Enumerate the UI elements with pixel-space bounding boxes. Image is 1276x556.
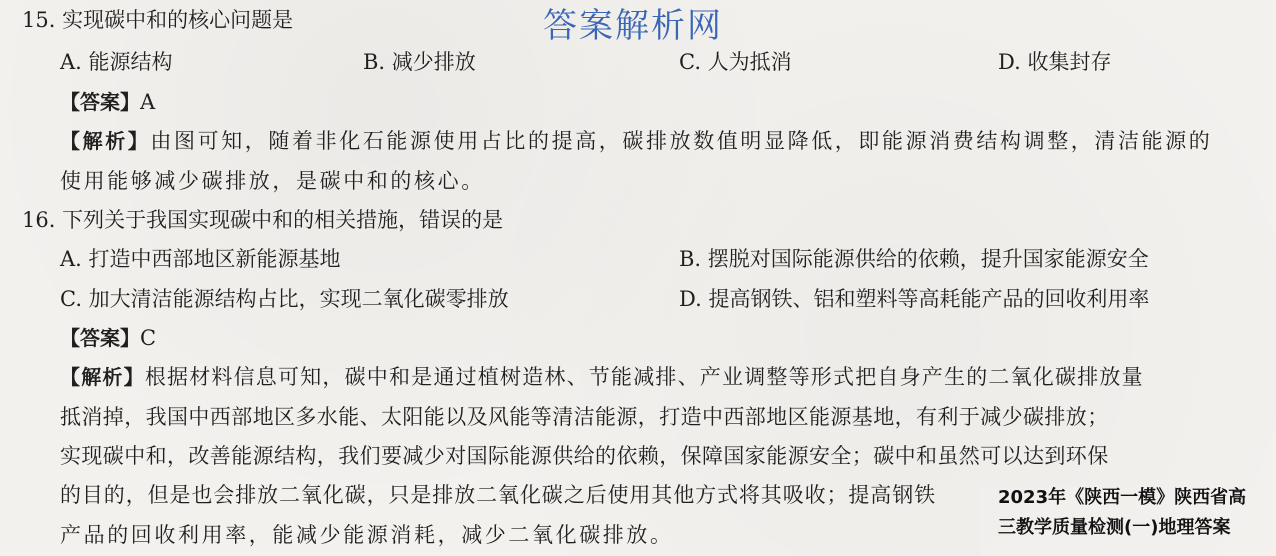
- watermark-title: 答案解析网: [543, 6, 723, 46]
- question-16-stem: 16. 下列关于我国实现碳中和的相关措施，错误的是: [22, 208, 504, 232]
- q16-option-a: A. 打造中西部地区新能源基地: [60, 247, 341, 271]
- q16-answer-value: C: [140, 326, 157, 350]
- q15-option-b: B. 减少排放: [363, 50, 476, 74]
- q16-analysis-text-1: 根据材料信息可知，碳中和是通过植树造林、节能减排、产业调整等形式把自身产生的二氧化碳排放量: [144, 365, 1144, 389]
- q16-option-d: D. 提高钢铁、铝和塑料等高耗能产品的回收利用率: [679, 287, 1150, 311]
- answer-tag: 【答案】: [60, 326, 140, 350]
- q15-analysis-text-1: 由图可知，随着非化石能源使用占比的提高，碳排放数值明显降低，即能源消费结构调整，清洁能源的: [150, 129, 1213, 153]
- q15-analysis-line-1: [60, 128, 1212, 154]
- question-15-stem: 15. 实现碳中和的核心问题是: [22, 8, 294, 32]
- analysis-tag: 【解析】: [60, 365, 145, 389]
- analysis-tag: 【解析】: [60, 129, 151, 153]
- q15-option-d: D. 收集封存: [998, 50, 1112, 74]
- q15-option-c: C. 人为抵消: [679, 50, 792, 74]
- q15-analysis-line-2: 使用能够减少碳排放，是碳中和的核心。: [60, 169, 485, 193]
- corner-title-line-2: 三教学质量检测(一)地理答案: [998, 517, 1231, 538]
- q16-option-c: C. 加大清洁能源结构占比，实现二氧化碳零排放: [60, 287, 509, 311]
- answer-tag: 【答案】: [60, 90, 140, 114]
- corner-title-line-1: 2023年《陕西一模》陕西省高: [998, 487, 1247, 508]
- q16-analysis-line-1: [60, 364, 1144, 390]
- q16-analysis-line-5: 产品的回收利用率，能减少能源消耗，减少二氧化碳排放。: [60, 523, 674, 547]
- q16-analysis-line-2: 抵消掉，我国中西部地区多水能、太阳能以及风能等清洁能源，打造中西部地区能源基地，有利于减少碳排放；: [60, 405, 1109, 429]
- q15-answer-row: [60, 89, 155, 115]
- q16-option-b: B. 摆脱对国际能源供给的依赖，提升国家能源安全: [679, 247, 1149, 271]
- q16-analysis-line-4: 的目的，但是也会排放二氧化碳，只是排放二氧化碳之后使用其他方式将其吸收；提高钢铁: [60, 483, 936, 507]
- q15-answer-value: A: [140, 90, 156, 114]
- q16-analysis-line-3: 实现碳中和，改善能源结构，我们要减少对国际能源供给的依赖，保障国家能源安全；碳中和虽然可以达到环保: [60, 444, 1109, 468]
- q15-option-a: A. 能源结构: [60, 50, 173, 74]
- q16-answer-row: [60, 325, 156, 351]
